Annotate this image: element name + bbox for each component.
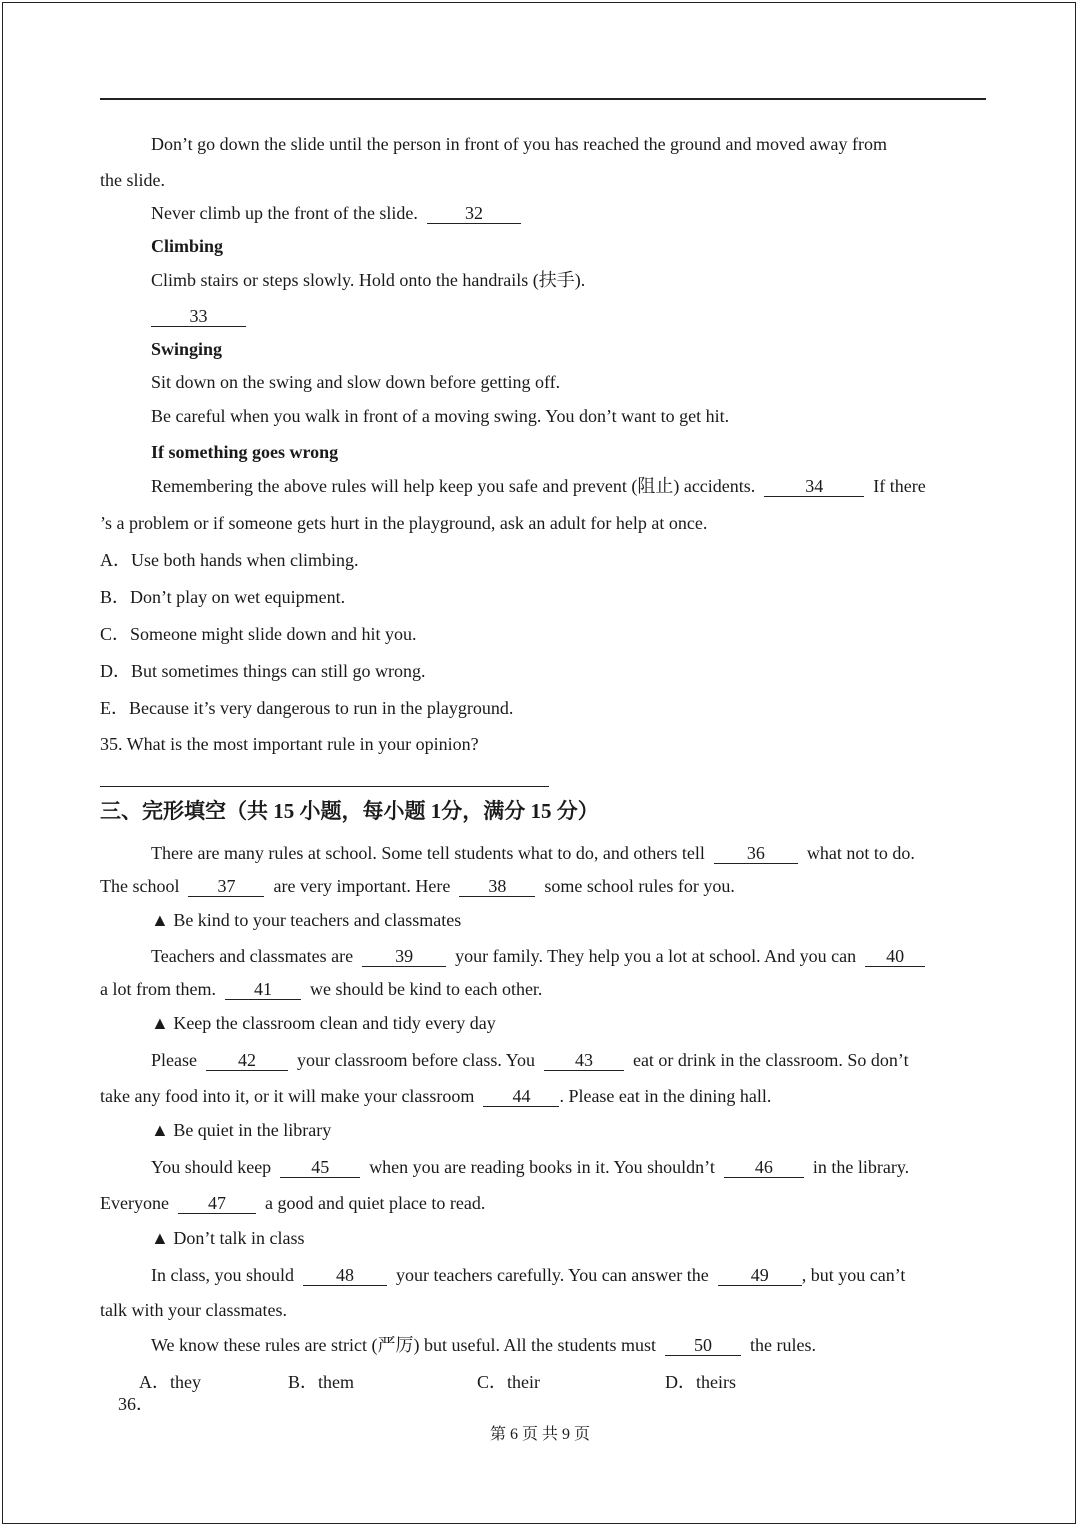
question-36-number: 36．	[118, 1394, 154, 1414]
answer-35-line[interactable]	[100, 786, 549, 787]
cloze-text: your family. They help you a lot at school. And you can	[455, 946, 857, 966]
blank-40[interactable]: 40	[865, 946, 925, 967]
q36-option-b[interactable]: B．them	[288, 1372, 354, 1392]
cloze-text: some school rules for you.	[544, 876, 735, 896]
exam-page	[2, 2, 1076, 1524]
cloze-heading: 三、完形填空（共 15 小题，每小题 1分，满分 15 分）	[100, 799, 599, 823]
climbing-heading: Climbing	[151, 236, 224, 256]
cloze-text: You should keep	[151, 1157, 272, 1177]
cloze-text: The school	[100, 876, 180, 896]
rule-2: ▲ Keep the classroom clean and tidy every day	[151, 1013, 496, 1033]
cloze-p1	[151, 842, 915, 864]
q36-option-d[interactable]: D．theirs	[665, 1372, 736, 1392]
wrong-line1-b: If there	[873, 476, 926, 496]
cloze-text: your classroom before class. You	[296, 1050, 535, 1070]
blank-32[interactable]: 32	[427, 203, 521, 224]
cloze-text: the rules.	[749, 1335, 816, 1355]
page-footer: 第 6 页 共 9 页	[489, 1426, 590, 1443]
blank-47[interactable]: 47	[178, 1193, 256, 1214]
cloze-text: . Please eat in the dining hall.	[559, 1086, 772, 1106]
q36-option-a[interactable]: A．they	[139, 1372, 201, 1392]
cloze-p10: talk with your classmates.	[100, 1300, 287, 1320]
para1-line1: Don’t go down the slide until the person in front of you has reached the ground and moved away from	[151, 134, 887, 154]
blank-38[interactable]: 38	[459, 876, 535, 897]
blank-41[interactable]: 41	[225, 979, 301, 1000]
cloze-text: , but you can’t	[801, 1265, 906, 1285]
blank-45[interactable]: 45	[280, 1157, 360, 1178]
cloze-text: we should be kind to each other.	[309, 979, 543, 999]
blank-33-line	[151, 305, 246, 327]
question-35: 35. What is the most important rule in your opinion?	[100, 734, 479, 754]
rule-4: ▲ Don’t talk in class	[151, 1228, 305, 1248]
cloze-p6	[100, 1085, 771, 1107]
cloze-text: Please	[151, 1050, 197, 1070]
never-climb-line	[151, 202, 521, 224]
rule-3: ▲ Be quiet in the library	[151, 1120, 332, 1140]
cloze-text: a lot from them.	[100, 979, 216, 999]
cloze-text: We know these rules are strict (严厉) but useful. All the students must	[151, 1335, 656, 1355]
wrong-line1	[151, 475, 926, 497]
cloze-p3	[151, 945, 925, 967]
wrong-line1-a: Remembering the above rules will help keep you safe and prevent (阻止) accidents.	[151, 476, 756, 496]
cloze-p7	[151, 1156, 909, 1178]
blank-49[interactable]: 49	[718, 1265, 802, 1286]
swing-line1: Sit down on the swing and slow down before getting off.	[151, 372, 561, 392]
option-b: B．Don’t play on wet equipment.	[100, 587, 346, 607]
blank-33[interactable]: 33	[151, 306, 246, 327]
cloze-text: a good and quiet place to read.	[264, 1193, 486, 1213]
cloze-text: eat or drink in the classroom. So don’t	[632, 1050, 909, 1070]
cloze-text: what not to do.	[806, 843, 915, 863]
cloze-text: in the library.	[812, 1157, 910, 1177]
header-rule	[100, 98, 986, 100]
cloze-p4	[100, 978, 542, 1000]
blank-42[interactable]: 42	[206, 1050, 288, 1071]
blank-36[interactable]: 36	[714, 843, 798, 864]
blank-46[interactable]: 46	[724, 1157, 804, 1178]
blank-50[interactable]: 50	[665, 1335, 741, 1356]
blank-37[interactable]: 37	[188, 876, 264, 897]
option-e: E．Because it’s very dangerous to run in the playground.	[100, 698, 514, 718]
blank-34[interactable]: 34	[764, 476, 864, 497]
wrong-heading: If something goes wrong	[151, 442, 339, 462]
cloze-p11	[151, 1334, 816, 1356]
cloze-p8	[100, 1192, 485, 1214]
cloze-text: Everyone	[100, 1193, 169, 1213]
swing-line2: Be careful when you walk in front of a moving swing. You don’t want to get hit.	[151, 406, 730, 426]
cloze-text: take any food into it, or it will make your classroom	[100, 1086, 475, 1106]
cloze-p5	[151, 1049, 909, 1071]
swinging-heading: Swinging	[151, 339, 223, 359]
cloze-text: Teachers and classmates are	[151, 946, 354, 966]
cloze-text: There are many rules at school. Some tell students what to do, and others tell	[151, 843, 705, 863]
para1-line2: the slide.	[100, 170, 165, 190]
climb-text: Climb stairs or steps slowly. Hold onto the handrails (扶手).	[151, 270, 586, 290]
cloze-text: are very important. Here	[273, 876, 451, 896]
q36-option-c[interactable]: C．their	[477, 1372, 540, 1392]
cloze-text: In class, you should	[151, 1265, 294, 1285]
option-d: D．But sometimes things can still go wrong.	[100, 661, 426, 681]
blank-44[interactable]: 44	[483, 1086, 559, 1107]
blank-48[interactable]: 48	[303, 1265, 387, 1286]
cloze-text: when you are reading books in it. You shouldn’t	[369, 1157, 715, 1177]
option-a: A．Use both hands when climbing.	[100, 550, 359, 570]
cloze-p2	[100, 875, 735, 897]
option-c: C．Someone might slide down and hit you.	[100, 624, 417, 644]
cloze-p9	[151, 1264, 905, 1286]
wrong-line2: ’s a problem or if someone gets hurt in the playground, ask an adult for help at once.	[100, 513, 708, 533]
cloze-text: your teachers carefully. You can answer the	[396, 1265, 709, 1285]
blank-43[interactable]: 43	[544, 1050, 624, 1071]
never-climb-text: Never climb up the front of the slide.	[151, 203, 418, 223]
rule-1: ▲ Be kind to your teachers and classmates	[151, 910, 462, 930]
blank-39[interactable]: 39	[362, 946, 446, 967]
